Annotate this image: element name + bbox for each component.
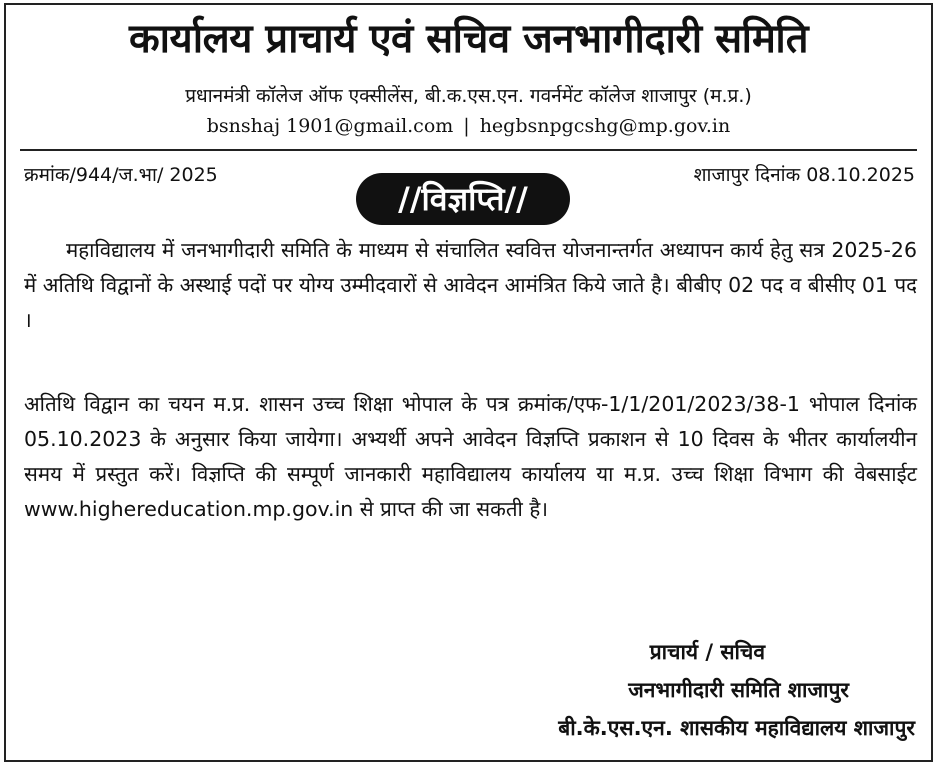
signatory-college: बी.के.एस.एन. शासकीय महाविद्यालय शाजापुर <box>558 716 915 740</box>
reference-number: क्रमांक/944/ज.भा/ 2025 <box>24 164 218 186</box>
contact-emails <box>6 113 931 139</box>
signatory-designation: प्राचार्य / सचिव <box>649 640 765 664</box>
body-paragraph-2: अतिथि विद्वान का चयन म.प्र. शासन उच्च शिक्षा भोपाल के पत्र क्रमांक/एफ-1/1/201/2023/38-1 भोपाल दिनांक 05.10.2023 के अनुसार किया जायेगा। अभ्यर्थी अपने आवेदन विज्ञप्ति प्रकाशन से 10 दिवस के भीतर कार्यालयीन समय में प्रस्तुत करें। विज्ञप्ति की सम्पूर्ण जानकारी महाविद्यालय कार्यालय या म.प्र. उच्च शिक्षा विभाग की वेबसाईट www.highereducation.mp.gov.in से प्राप्त की जा सकती है। <box>24 392 917 521</box>
signature-block <box>558 633 915 747</box>
email-separator: | <box>463 115 470 137</box>
office-title: कार्यालय प्राचार्य एवं सचिव जनभागीदारी समिति <box>128 16 809 62</box>
email-secondary: hegbsnpgcshg@mp.gov.in <box>479 115 731 137</box>
body-paragraph-1: महाविद्यालय में जनभागीदारी समिति के माध्यम से संचालित स्ववित्त योजनान्तर्गत अध्यापन कार्य हेतु सत्र 2025-26 में अतिथि विद्वानों के अस्थाई पदों पर योग्य उम्मीदवारों से आवेदन आमंत्रित किये जाते है। बीबीए 02 पद व बीसीए 01 पद । <box>24 238 917 332</box>
notice-document <box>4 3 933 762</box>
email-primary: bsnshaj 1901@gmail.com <box>206 115 454 137</box>
notice-heading-badge: //विज्ञप्ति// <box>356 173 570 225</box>
college-name: प्रधानमंत्री कॉलेज ऑफ एक्सीलेंस, बी.क.एस.एन. गवर्नमेंट कॉलेज शाजापुर (म.प्र.) <box>185 85 752 107</box>
header-divider <box>20 149 917 151</box>
place-date: शाजापुर दिनांक 08.10.2025 <box>693 164 915 186</box>
signatory-committee: जनभागीदारी समिति शाजापुर <box>628 678 849 702</box>
